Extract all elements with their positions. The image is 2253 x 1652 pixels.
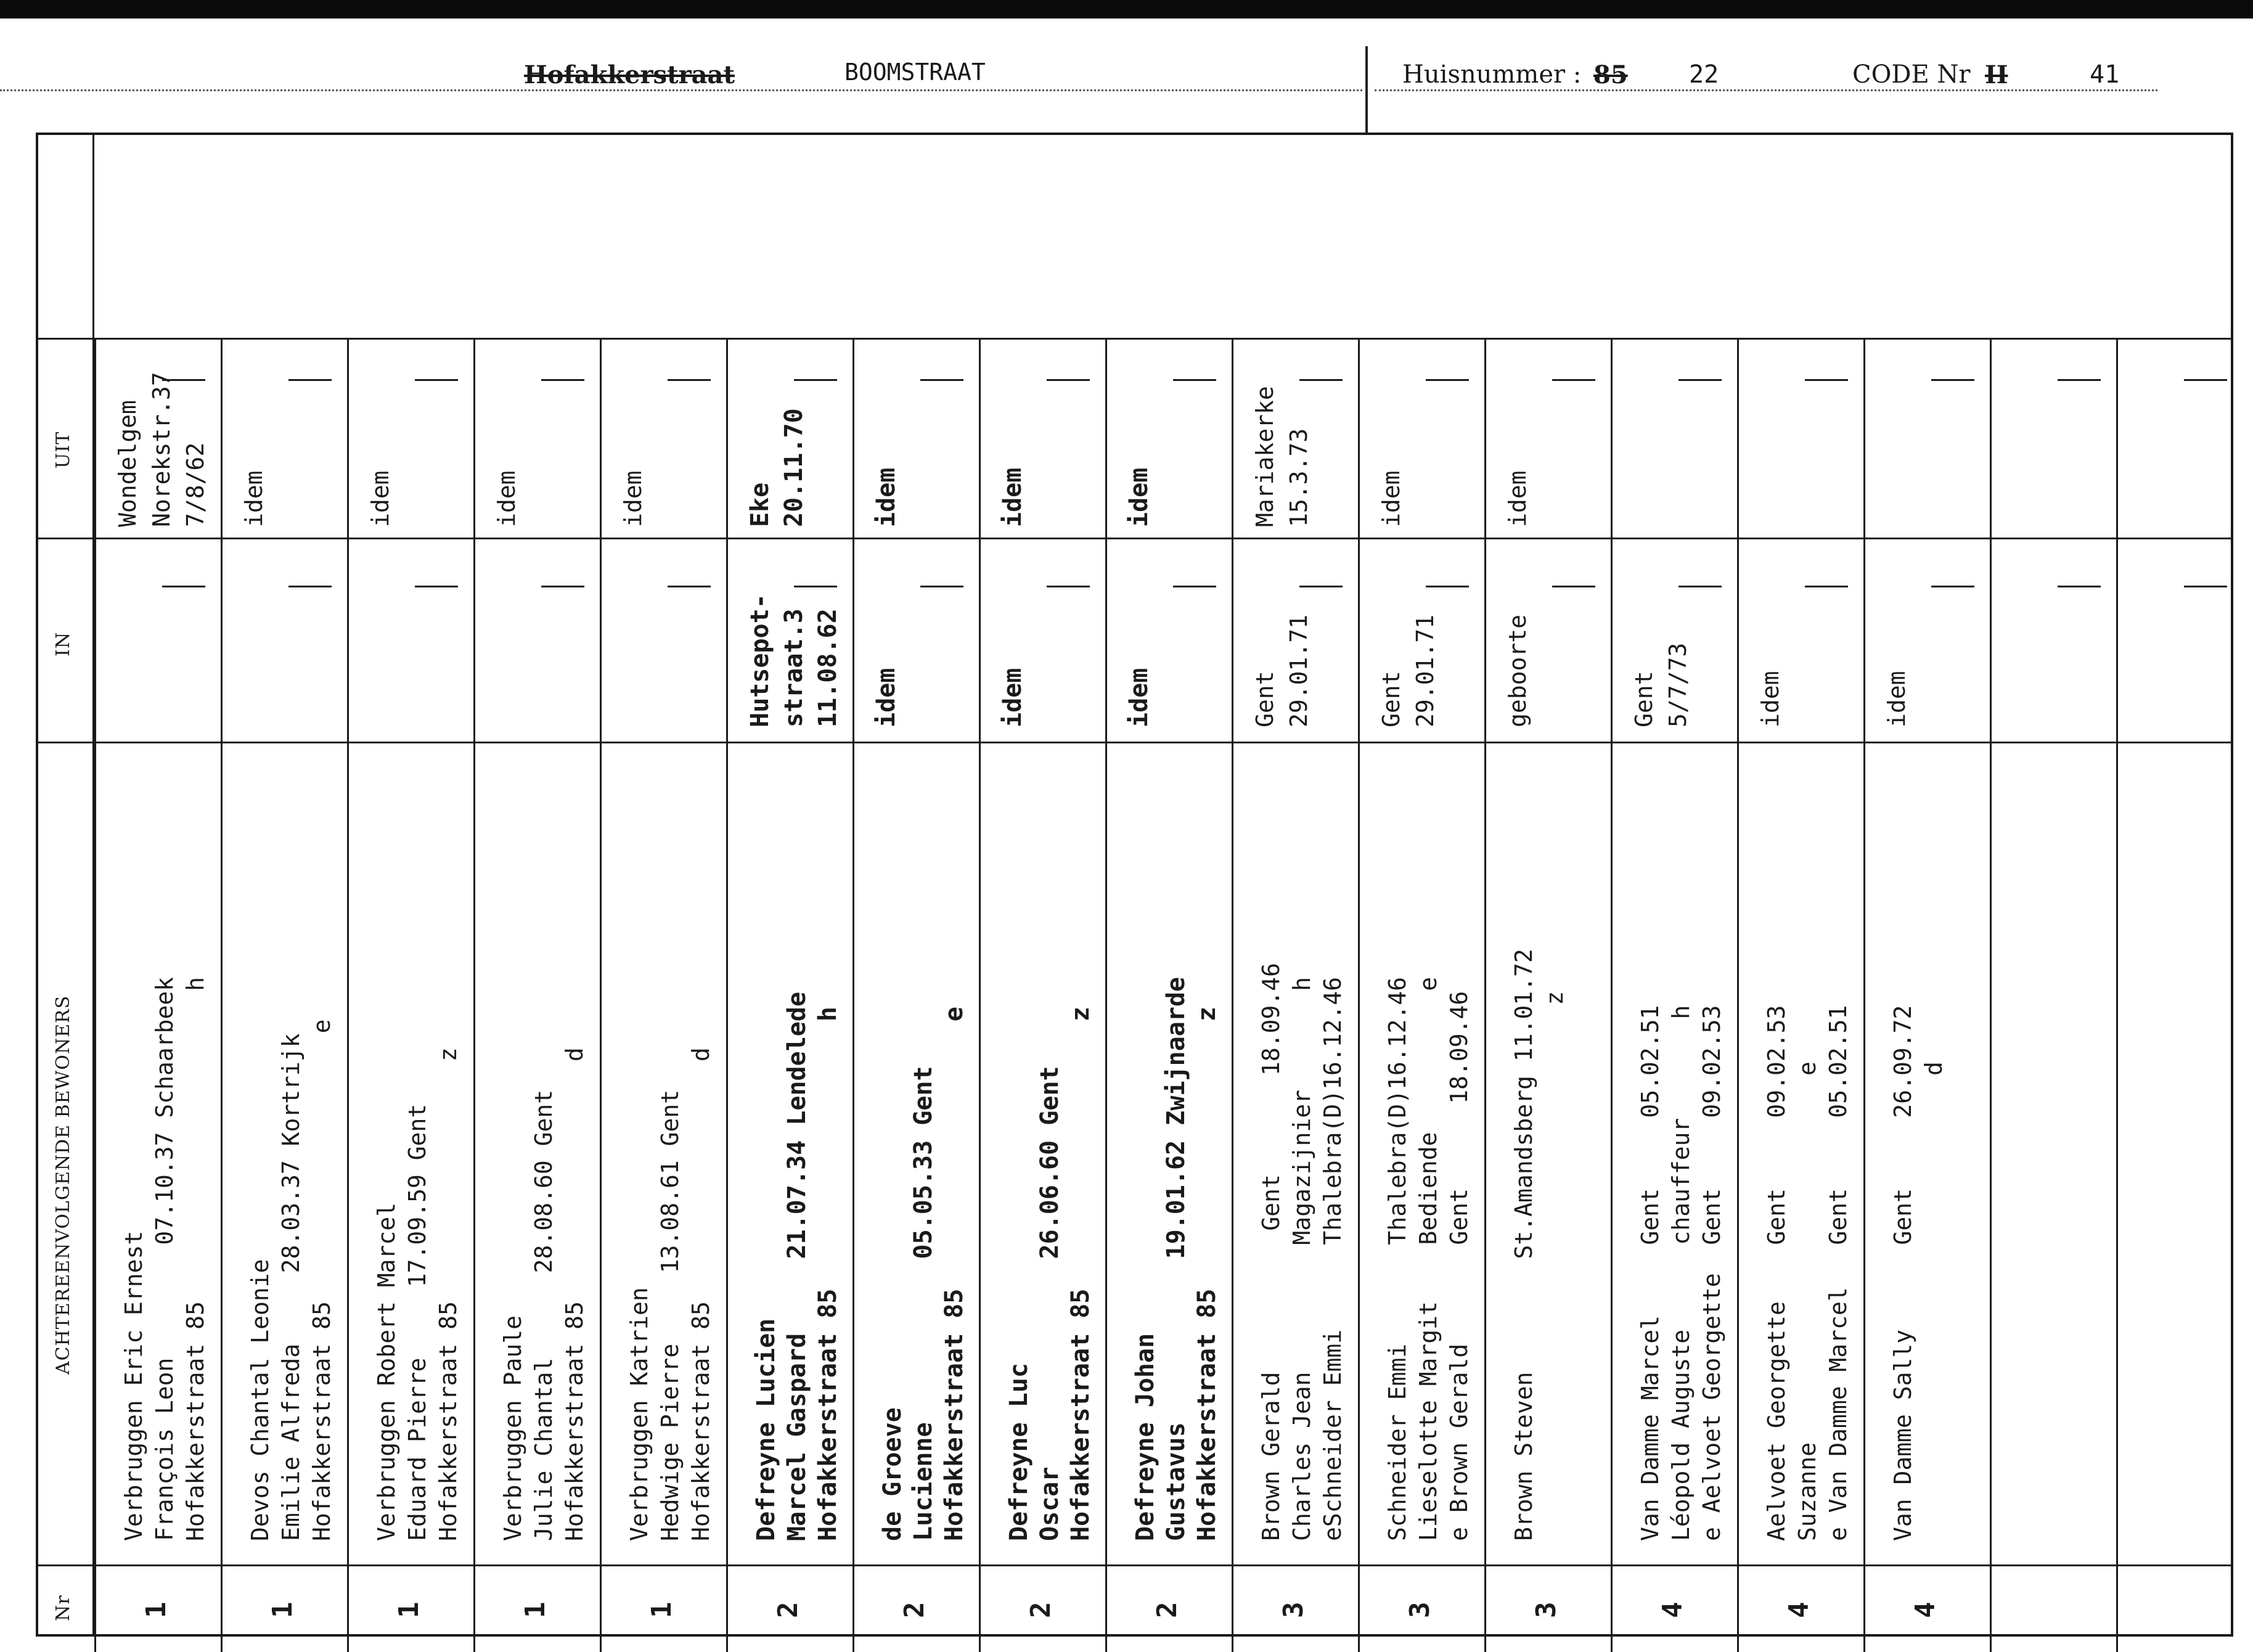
sub-dash — [162, 586, 205, 587]
resident-line: Charles Jean Magazijnier h — [1288, 976, 1315, 1541]
uit-entry: Eke — [746, 482, 774, 527]
sub-dash — [1931, 586, 1974, 587]
uit-entry: idem — [1504, 470, 1531, 527]
resident-line: Lieselotte Margit Bediende e — [1415, 976, 1442, 1541]
household-number: 4 — [1657, 1601, 1688, 1618]
bottom-tick — [600, 1627, 602, 1652]
in-label: IN — [52, 631, 74, 656]
house-number-old: 85 — [1593, 60, 1628, 89]
in-entry: idem — [872, 668, 901, 727]
resident-line: Defreyne Johan — [1131, 1333, 1159, 1541]
resident-line: de Groeve — [878, 1407, 907, 1541]
column-separator — [1232, 338, 1233, 1637]
resident-line: Léopold Auguste chauffeur h — [1667, 1005, 1695, 1541]
resident-line: Hedwige Pierre 13.08.61 Gent — [656, 1089, 684, 1541]
resident-line: Suzanne e — [1794, 1061, 1821, 1541]
bewoners-section-top — [36, 742, 2233, 743]
resident-line: eSchneider Emmi Thalebra(D)16.12.46 — [1319, 976, 1346, 1541]
resident-line: z — [1541, 991, 1568, 1541]
sub-dash — [920, 586, 963, 587]
code-number-label: CODE Nr — [1852, 60, 1971, 89]
resident-line: Hofakkerstraat 85 z — [1193, 1007, 1221, 1541]
sub-dash — [2058, 379, 2101, 381]
household-number: 1 — [393, 1601, 425, 1618]
household-number: 2 — [899, 1601, 930, 1618]
sub-dash — [1173, 586, 1216, 587]
sub-dash — [920, 379, 963, 381]
sub-dash — [668, 379, 711, 381]
house-number-label: Huisnummer : — [1402, 60, 1582, 89]
resident-line: e Aelvoet Georgette Gent 09.02.53 — [1698, 1005, 1725, 1541]
column-separator — [2116, 338, 2118, 1637]
uit-entry: idem — [999, 467, 1027, 527]
resident-line: Hofakkerstraat 85 z — [1066, 1007, 1095, 1541]
in-entry: 29.01.71 — [1412, 614, 1439, 727]
uit-entry: idem — [1125, 467, 1153, 527]
sub-dash — [1173, 379, 1216, 381]
uit-entry: idem — [872, 467, 901, 527]
nr-label: Nr — [52, 1595, 74, 1621]
bottom-tick — [1611, 1627, 1613, 1652]
column-separator — [94, 338, 96, 1637]
household-number: 4 — [1910, 1601, 1941, 1618]
household-number: 1 — [520, 1601, 551, 1618]
bottom-tick — [853, 1627, 854, 1652]
resident-line: e Van Damme Marcel Gent 05.02.51 — [1825, 1005, 1852, 1541]
column-separator — [1863, 338, 1865, 1637]
uit-entry: idem — [1378, 470, 1405, 527]
household-number: 1 — [267, 1601, 298, 1618]
in-entry: 11.08.62 — [814, 608, 842, 727]
column-separator — [1105, 338, 1107, 1637]
header-separator — [1365, 46, 1368, 133]
household-number: 2 — [1151, 1601, 1183, 1618]
nr-section-top — [36, 1564, 2233, 1566]
resident-line: Defreyne Luc — [1005, 1363, 1033, 1541]
bottom-tick — [1232, 1627, 1233, 1652]
resident-line: François Leon 07.10.37 Schaarbeek — [151, 976, 178, 1541]
uit-entry: 15.3.73 — [1285, 428, 1312, 527]
sub-dash — [1426, 586, 1469, 587]
street-name-old: Hofakkerstraat — [524, 60, 735, 89]
resident-line: e Brown Gerald Gent 18.09.46 — [1445, 991, 1473, 1541]
bottom-tick — [1105, 1627, 1107, 1652]
bottom-tick — [1358, 1627, 1360, 1652]
sub-dash — [415, 379, 458, 381]
sub-dash — [668, 586, 711, 587]
resident-line: Emilie Alfreda 28.03.37 Kortrijk — [277, 1033, 305, 1541]
resident-line: Van Damme Sally Gent 26.09.72 — [1889, 1005, 1916, 1541]
resident-line: Hofakkerstraat 85 e — [940, 1007, 968, 1541]
bottom-tick — [2116, 1627, 2118, 1652]
resident-line: Brown Gerald Gent 18.09.46 — [1257, 963, 1285, 1541]
column-separator — [1737, 338, 1739, 1637]
in-entry: idem — [1757, 671, 1784, 727]
bottom-tick — [979, 1627, 981, 1652]
bottom-tick — [1737, 1627, 1739, 1652]
in-entry: Gent — [1251, 671, 1278, 727]
uit-entry: Norekstr.37 — [148, 372, 175, 527]
resident-line: Schneider Emmi Thalebra(D)16.12.46 — [1384, 976, 1411, 1541]
in-entry: Gent — [1630, 671, 1658, 727]
sub-dash — [2058, 586, 2101, 587]
resident-line: Devos Chantal Leonie — [247, 1259, 274, 1541]
bottom-tick — [726, 1627, 728, 1652]
uit-section-top — [36, 338, 2233, 340]
household-number: 3 — [1278, 1601, 1309, 1618]
in-entry: idem — [999, 668, 1027, 727]
in-entry: idem — [1883, 671, 1910, 727]
bottom-tick — [1863, 1627, 1865, 1652]
sub-dash — [1805, 586, 1848, 587]
column-separator — [853, 338, 854, 1637]
sub-dash — [1047, 586, 1090, 587]
resident-line: Eduard Pierre 17.09.59 Gent — [404, 1103, 431, 1541]
household-number: 4 — [1783, 1601, 1815, 1618]
code-number-old: II — [1985, 60, 2008, 89]
column-separator — [1484, 338, 1486, 1637]
resident-line: Hofakkerstraat 85 h — [814, 1007, 842, 1541]
bottom-tick — [1484, 1627, 1486, 1652]
sub-dash — [541, 586, 584, 587]
in-section-top — [36, 538, 2233, 539]
resident-line: Marcel Gaspard 21.07.34 Lendelede — [783, 991, 811, 1541]
header-dotted-line-right — [1375, 89, 2157, 91]
resident-line: Hofakkerstraat 85 h — [182, 976, 209, 1541]
resident-line: Brown Steven St.Amandsberg 11.01.72 — [1510, 949, 1537, 1541]
bottom-tick — [94, 1627, 96, 1652]
header-dotted-line — [0, 89, 1362, 91]
column-separator — [726, 338, 728, 1637]
resident-line: Hofakkerstraat 85 e — [308, 1019, 335, 1541]
sub-dash — [1679, 586, 1722, 587]
in-entry: geboorte — [1504, 614, 1531, 727]
household-number: 2 — [1025, 1601, 1057, 1618]
sub-dash — [794, 379, 837, 381]
sub-dash — [1299, 586, 1343, 587]
household-number: 1 — [141, 1601, 172, 1618]
sub-dash — [1299, 379, 1343, 381]
column-separator — [600, 338, 602, 1637]
sub-dash — [2184, 586, 2227, 587]
column-separator — [473, 338, 475, 1637]
resident-line: Julie Chantal 28.08.60 Gent — [530, 1089, 557, 1541]
uit-entry: idem — [367, 470, 394, 527]
resident-line: Hofakkerstraat 85 d — [687, 1047, 714, 1541]
uit-entry: Wondelgem — [114, 400, 141, 527]
resident-line: Hofakkerstraat 85 z — [435, 1047, 462, 1541]
code-number-new: 41 — [2090, 60, 2120, 89]
uit-label: UIT — [52, 431, 74, 468]
in-entry: idem — [1125, 668, 1153, 727]
bewoners-label: ACHTEREENVOLGENDE BEWONERS — [52, 995, 74, 1375]
uit-entry: idem — [619, 470, 647, 527]
household-number: 1 — [646, 1601, 677, 1618]
column-separator — [979, 338, 981, 1637]
sub-dash — [1047, 379, 1090, 381]
sub-dash — [1426, 379, 1469, 381]
sub-dash — [2184, 379, 2227, 381]
sub-dash — [1805, 379, 1848, 381]
resident-line: Lucienne 05.05.33 Gent — [909, 1066, 938, 1541]
in-entry: Hutsepot- — [746, 594, 774, 727]
street-name-new: BOOMSTRAAT — [844, 59, 986, 86]
resident-line: Verbruggen Paule — [499, 1315, 526, 1541]
column-separator — [1611, 338, 1613, 1637]
column-separator — [347, 338, 349, 1637]
household-number: 3 — [1531, 1601, 1562, 1618]
resident-line: Aelvoet Georgette Gent 09.02.53 — [1763, 1005, 1790, 1541]
resident-line: Gustavus 19.01.62 Zwijnaarde — [1162, 976, 1190, 1541]
column-separator — [1990, 338, 1992, 1637]
resident-line: d — [1920, 1061, 1947, 1541]
bottom-tick — [347, 1627, 349, 1652]
household-number: 2 — [772, 1601, 804, 1618]
sub-dash — [1552, 586, 1595, 587]
in-entry: straat.3 — [780, 608, 808, 727]
sub-dash — [1679, 379, 1722, 381]
uit-entry: 20.11.70 — [780, 408, 808, 527]
sub-dash — [415, 586, 458, 587]
sub-dash — [288, 379, 332, 381]
house-number-new: 22 — [1689, 60, 1719, 89]
resident-line: Van Damme Marcel Gent 05.02.51 — [1637, 1005, 1664, 1541]
sub-dash — [1552, 379, 1595, 381]
resident-line: Defreyne Lucien — [752, 1318, 780, 1541]
sub-dash — [541, 379, 584, 381]
scan-top-border — [0, 0, 2253, 18]
bottom-tick — [1990, 1627, 1992, 1652]
in-entry: 5/7/73 — [1664, 642, 1691, 727]
bottom-tick — [221, 1627, 223, 1652]
in-entry: Gent — [1378, 671, 1405, 727]
column-separator — [1358, 338, 1360, 1637]
sub-dash — [288, 586, 332, 587]
resident-line: Verbruggen Eric Ernest — [120, 1230, 147, 1541]
uit-entry: idem — [240, 470, 268, 527]
uit-entry: Mariakerke — [1251, 386, 1278, 527]
column-separator — [221, 338, 223, 1637]
sub-dash — [1931, 379, 1974, 381]
resident-line: Oscar 26.06.60 Gent — [1036, 1066, 1064, 1541]
uit-entry: 7/8/62 — [182, 442, 209, 527]
sub-dash — [794, 586, 837, 587]
resident-line: Verbruggen Katrien — [626, 1287, 653, 1541]
household-number: 3 — [1404, 1601, 1436, 1618]
resident-line: Hofakkerstraat 85 d — [561, 1047, 588, 1541]
in-entry: 29.01.71 — [1285, 614, 1312, 727]
uit-entry: idem — [493, 470, 520, 527]
resident-line: Verbruggen Robert Marcel — [373, 1202, 400, 1541]
bottom-tick — [473, 1627, 475, 1652]
